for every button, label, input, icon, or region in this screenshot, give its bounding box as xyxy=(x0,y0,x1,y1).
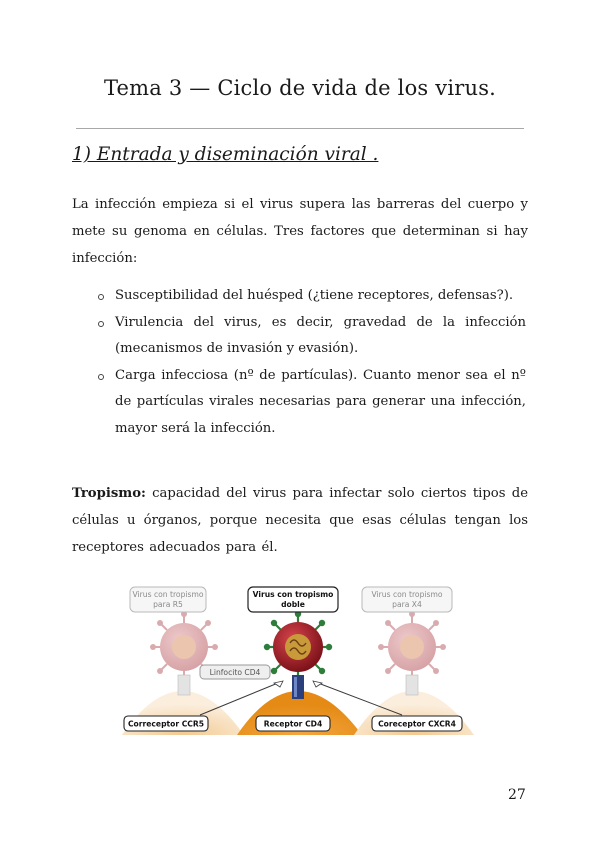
list-item-text: Carga infecciosa (nº de partículas). Cuanto menor sea el nº de partículas virales necesarias para generar una infección, mayor será la infección. xyxy=(115,367,526,436)
tropism-term: Tropismo: xyxy=(72,486,146,501)
label-x4-line2: para X4 xyxy=(392,600,422,609)
label-r5-line1: Virus con tropismo xyxy=(132,590,204,599)
label-x4-line1: Virus con tropismo xyxy=(371,590,443,599)
page-number: 27 xyxy=(508,787,526,803)
page-title: Tema 3 — Ciclo de vida de los virus. xyxy=(103,76,497,100)
label-lymphocyte: Linfocito CD4 xyxy=(209,668,261,677)
bullet-circle-icon xyxy=(98,374,104,380)
label-cxcr4: Coreceptor CXCR4 xyxy=(378,719,456,729)
label-ccr5: Correceptor CCR5 xyxy=(127,719,205,729)
label-cd4: Receptor CD4 xyxy=(263,719,323,729)
bullet-circle-icon xyxy=(98,321,104,327)
list-item-text: Virulencia del virus, es decir, gravedad de la infección (mecanismos de invasión y evasión). xyxy=(115,314,526,356)
list-item-text: Susceptibilidad del huésped (¿tiene receptores, defensas?). xyxy=(115,288,514,303)
section-heading: 1) Entrada y diseminación viral . xyxy=(72,144,379,165)
virus-dual xyxy=(264,611,332,679)
list-item xyxy=(96,310,526,363)
label-dual-line1: Virus con tropismo xyxy=(252,590,334,599)
tropism-definition: capacidad del virus para infectar solo ciertos tipos de células u órganos, porque necesita que esas células tengan los receptores adecuados para él. xyxy=(72,486,528,555)
list-item xyxy=(96,283,526,310)
tropism-paragraph xyxy=(72,480,528,561)
list-item xyxy=(96,363,526,443)
title-divider xyxy=(76,128,524,129)
intro-paragraph: La infección empieza si el virus supera las barreras del cuerpo y mete su genoma en células. Tres factores que determinan si hay infección: xyxy=(72,197,528,266)
label-dual-line2: doble xyxy=(281,600,305,609)
tropism-diagram xyxy=(122,585,474,735)
virus-x4 xyxy=(378,611,446,679)
bullet-circle-icon xyxy=(98,294,104,300)
label-r5-line2: para R5 xyxy=(153,600,183,609)
factors-list xyxy=(96,283,526,442)
